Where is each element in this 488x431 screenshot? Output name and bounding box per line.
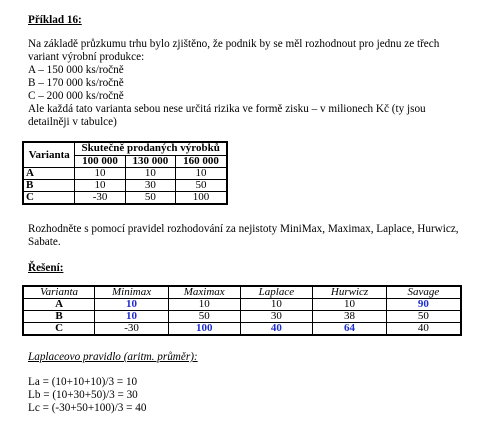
row-label: A	[23, 299, 95, 311]
row-label: C	[23, 192, 75, 205]
table-cell: -30	[75, 192, 125, 205]
intro-line-5: C – 200 000 ks/ročně	[28, 90, 124, 102]
example-title: Příklad 16:	[28, 14, 82, 26]
table-cell: 64	[313, 323, 387, 336]
payoff-table	[22, 141, 228, 205]
table-cell: 40	[386, 323, 461, 336]
table-cell: 100	[168, 323, 240, 336]
table-cell: 50	[176, 180, 227, 192]
row-label: B	[23, 311, 95, 323]
task-line-1: Rozhodněte s pomocí pravidel rozhodování za nejistoty MiniMax, Maximax, Laplace, Hurwicz,	[28, 223, 459, 235]
header-minimax: Minimax	[95, 286, 169, 299]
table-cell: 10	[75, 180, 125, 192]
table-cell: 40	[240, 323, 313, 336]
laplace-line-b: Lb = (10+30+50)/3 = 30	[28, 389, 138, 401]
laplace-title: Laplaceovo pravidlo (aritm. průměr):	[28, 351, 198, 363]
table-cell: 50	[168, 311, 240, 323]
table-cell: 10	[168, 299, 240, 311]
table-row	[23, 323, 461, 336]
table-cell: 100	[176, 192, 227, 205]
column-header: 130 000	[125, 155, 175, 168]
header-laplace: Laplace	[240, 286, 313, 299]
sold-products-header: Skutečně prodaných výrobků	[75, 142, 227, 155]
column-header: 100 000	[75, 155, 125, 168]
intro-line-4: B – 170 000 ks/ročně	[28, 77, 124, 89]
row-label: C	[23, 323, 95, 336]
table-cell: 50	[386, 311, 461, 323]
header-maximax: Maximax	[168, 286, 240, 299]
header-savage: Savage	[386, 286, 461, 299]
laplace-line-a: La = (10+10+10)/3 = 10	[28, 376, 138, 388]
table-cell: 10	[313, 299, 387, 311]
table-cell: 10	[95, 299, 169, 311]
table-cell: 30	[240, 311, 313, 323]
table-row	[23, 299, 461, 311]
table-cell: -30	[95, 323, 169, 336]
table-row	[23, 311, 461, 323]
intro-line-2: variant výrobní produkce:	[28, 51, 145, 63]
table-cell: 90	[386, 299, 461, 311]
table-cell: 30	[125, 180, 175, 192]
table-row	[23, 180, 227, 192]
intro-line-6: Ale každá tato varianta sebou nese určitá rizika ve formě zisku – v milionech Kč (ty jsou	[28, 103, 426, 115]
table-cell: 50	[125, 192, 175, 205]
table-cell: 10	[240, 299, 313, 311]
variant-header: Varianta	[23, 142, 75, 168]
table-row	[23, 192, 227, 205]
table-cell: 10	[176, 168, 227, 180]
table-cell: 38	[313, 311, 387, 323]
header-hurwicz: Hurwicz	[313, 286, 387, 299]
table-cell: 10	[95, 311, 169, 323]
intro-line-1: Na základě průzkumu trhu bylo zjištěno, že podnik by se měl rozhodnout pro jednu ze třech	[28, 38, 440, 50]
intro-line-3: A – 150 000 ks/ročně	[28, 64, 124, 76]
table-cell: 10	[75, 168, 125, 180]
task-line-2: Sabate.	[28, 236, 61, 248]
row-label: B	[23, 180, 75, 192]
column-header: 160 000	[176, 155, 227, 168]
table-cell: 10	[125, 168, 175, 180]
results-table	[22, 285, 462, 336]
solution-title: Řešení:	[28, 262, 64, 274]
header-variant: Varianta	[23, 286, 95, 299]
intro-line-7: detailněji v tabulce)	[28, 116, 117, 128]
row-label: A	[23, 168, 75, 180]
table-row	[23, 168, 227, 180]
laplace-line-c: Lc = (-30+50+100)/3 = 40	[28, 402, 147, 414]
